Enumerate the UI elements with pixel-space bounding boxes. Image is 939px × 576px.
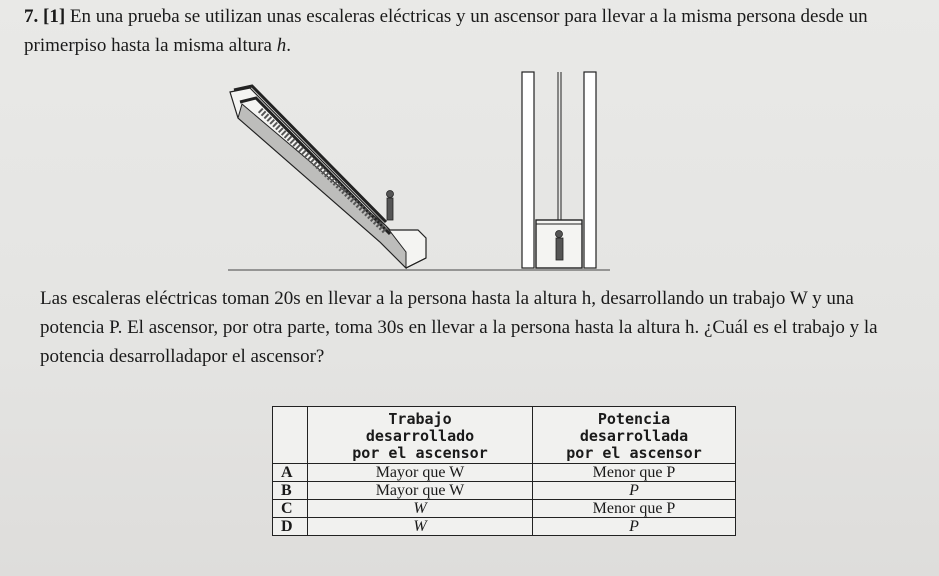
option-power: Menor que P	[533, 464, 736, 482]
paragraph-line-2: potencia P. El ascensor, por otra parte, toma 30s en llevar a la persona hasta la altura h. ¿Cuál es el trabajo y la	[40, 317, 878, 338]
table-row	[273, 482, 736, 500]
table-row	[273, 464, 736, 482]
paragraph-line-3: potencia desarrolladapor el ascensor?	[40, 346, 325, 367]
answer-table	[272, 406, 736, 536]
option-key: B	[273, 482, 308, 500]
header-power-l1: Potencia	[597, 410, 671, 428]
option-work: W	[308, 518, 533, 536]
paragraph-line-1: Las escaleras eléctricas toman 20s en llevar a la persona hasta la altura h, desarrollando un trabajo W y una	[40, 288, 854, 309]
header-power-l3: por el ascensor	[566, 444, 702, 462]
header-empty	[273, 407, 308, 464]
option-power: Menor que P	[533, 500, 736, 518]
option-power: P	[533, 518, 736, 536]
header-power	[533, 407, 736, 464]
escalator-drawing	[230, 86, 426, 268]
question-line-2	[24, 35, 291, 57]
option-power: P	[533, 482, 736, 500]
option-key: A	[273, 464, 308, 482]
header-power-l2: desarrollada	[579, 427, 689, 445]
option-key: D	[273, 518, 308, 536]
header-work-l1: Trabajo	[388, 410, 452, 428]
option-key: C	[273, 500, 308, 518]
escalator-elevator-figure	[190, 62, 620, 282]
header-row	[273, 407, 736, 464]
header-work-l3: por el ascensor	[352, 444, 488, 462]
option-work: Mayor que W	[308, 482, 533, 500]
option-work: W	[308, 500, 533, 518]
header-work-l2: desarrollado	[365, 427, 475, 445]
question-text-2: primerpiso hasta la misma altura	[24, 35, 277, 56]
elevator-drawing	[522, 72, 596, 268]
table-row	[273, 500, 736, 518]
period: .	[286, 35, 291, 56]
var-h: h	[276, 35, 287, 56]
option-work: Mayor que W	[308, 464, 533, 482]
table-row	[273, 518, 736, 536]
question-points: [1]	[43, 6, 66, 27]
question-number: 7.	[24, 6, 39, 27]
header-work	[308, 407, 533, 464]
question-text-1: En una prueba se utilizan unas escaleras eléctricas y un ascensor para llevar a la misma persona desde un	[69, 6, 868, 27]
question-line-1	[24, 6, 868, 28]
